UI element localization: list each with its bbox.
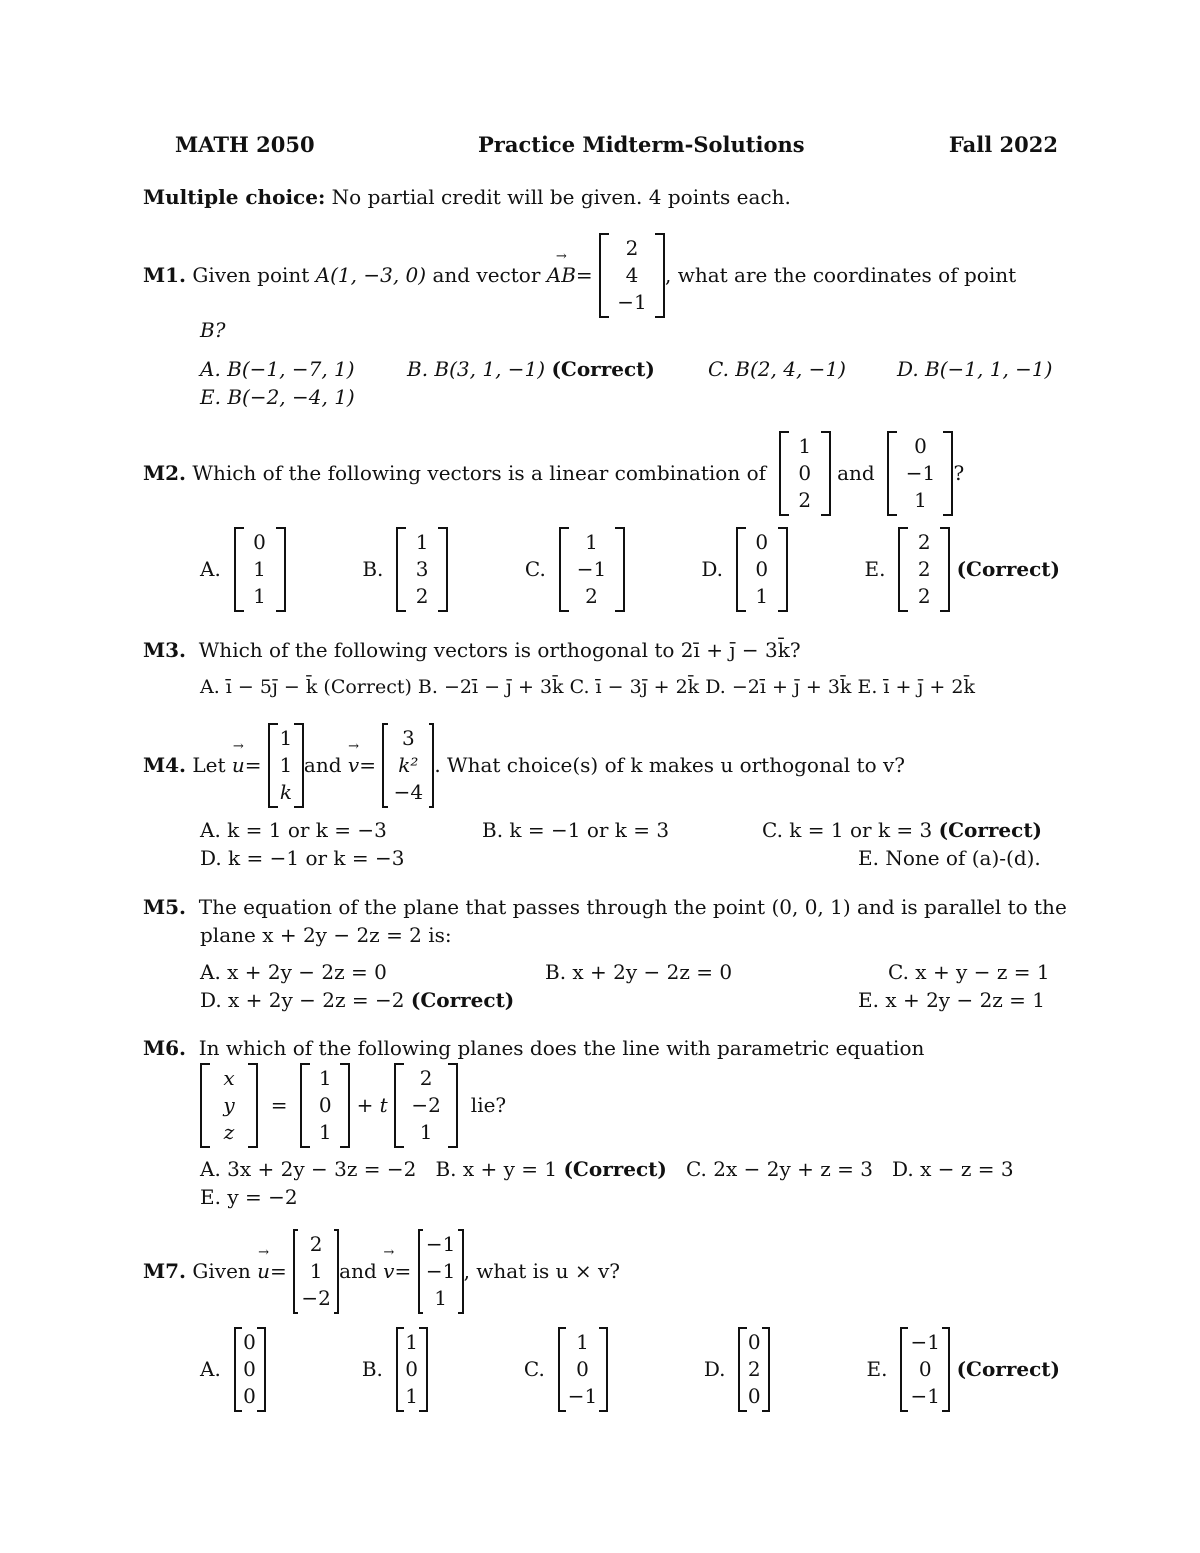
option-a: A. 0 1 1	[200, 527, 286, 612]
matrix-v: −1 −1 1	[418, 1229, 464, 1314]
question-m7: M7. Given → u = 2 1 −2 and → v = −1 −1 1 , what is u × v?	[143, 1228, 620, 1314]
question-label: M1.	[143, 263, 187, 287]
question-text-cont: B?	[200, 318, 226, 342]
option-e: E. 2 2 2 (Correct)	[865, 527, 1060, 612]
question-mark: ?	[953, 461, 965, 485]
option-c: C. 1 −1 2	[525, 527, 625, 612]
option-d: D. B(−1, 1, −1)	[897, 357, 1053, 381]
option-d: D. x + 2y − 2z = −2 (Correct)	[200, 988, 515, 1012]
question-text: The equation of the plane that passes through the point (0, 0, 1) and is parallel to the	[198, 895, 1067, 919]
option-d: D. 0 2 0	[704, 1327, 770, 1412]
vector-ab: → AB	[547, 263, 576, 287]
option-c: C. 1 0 −1	[524, 1327, 608, 1412]
vector-v: → v	[348, 753, 359, 777]
vector-1: 1 0 2	[779, 431, 831, 516]
option-a: A. k = 1 or k = −3	[200, 818, 387, 842]
vector-2: 0 −1 1	[887, 431, 953, 516]
option-b: B. 1 0 1	[362, 1327, 428, 1412]
option-e: E. −1 0 −1 (Correct)	[867, 1327, 1060, 1412]
question-text: Which of the following vectors is a linear combination of	[192, 461, 767, 485]
question-m3	[143, 638, 801, 662]
option-a: A. 3x + 2y − 3z = −2	[200, 1157, 417, 1181]
question-label: M5.	[143, 895, 187, 919]
question-text: In which of the following planes does the line with parametric equation	[198, 1036, 925, 1060]
option-c: C. x + y − z = 1	[888, 960, 1050, 984]
question-text: Given point	[192, 263, 310, 287]
option-a: A. x + 2y − 2z = 0	[200, 960, 387, 984]
option-a: A. B(−1, −7, 1)	[200, 357, 355, 381]
instructions	[143, 185, 791, 209]
option-c: C. B(2, 4, −1)	[708, 357, 846, 381]
matrix-ab: 2 4 −1	[599, 233, 665, 318]
question-text: Which of the following vectors is orthogonal to 2ī + j̄ − 3k̄?	[198, 638, 801, 662]
question-m2	[143, 430, 964, 516]
question-m5	[143, 895, 1067, 919]
instructions-text: No partial credit will be given. 4 points each.	[325, 185, 791, 209]
matrix-v: 3 k² −4	[382, 723, 434, 808]
question-text: and vector	[432, 263, 541, 287]
and-text: and	[837, 461, 875, 485]
equals: =	[575, 263, 593, 287]
point-a: A(1, −3, 0)	[315, 263, 427, 287]
option-b: B. x + 2y − 2z = 0	[545, 960, 733, 984]
m2-options	[200, 526, 1060, 612]
matrix-point: 1 0 1	[300, 1063, 350, 1148]
option-d: D. x − z = 3	[892, 1157, 1014, 1181]
option-b: B. B(3, 1, −1) (Correct)	[407, 357, 655, 381]
option-a: A. 0 0 0	[200, 1327, 266, 1412]
question-label: M2.	[143, 461, 187, 485]
m3-options: A. ī − 5j̄ − k̄ (Correct) B. −2ī − j̄ + 3k̄ C. ī − 3j̄ + 2k̄ D. −2ī + j̄ + 3k̄ E. ī + j̄ + 2k̄	[200, 676, 975, 698]
instructions-label: Multiple choice:	[143, 185, 326, 209]
option-d: D. k = −1 or k = −3	[200, 846, 405, 870]
question-text: , what is u × v?	[463, 1259, 620, 1283]
option-e: E. x + 2y − 2z = 1	[858, 988, 1046, 1012]
question-text: , what are the coordinates of point	[665, 263, 1017, 287]
matrix-u: 2 1 −2	[293, 1229, 339, 1314]
question-label: M6.	[143, 1036, 187, 1060]
parametric-equation: x y z = 1 0 1 + t 2 −2 1 lie?	[200, 1062, 506, 1148]
option-c: C. k = 1 or k = 3 (Correct)	[762, 818, 1043, 842]
question-label: M7.	[143, 1259, 187, 1283]
option-b: B. x + y = 1 (Correct)	[435, 1157, 667, 1181]
matrix-direction: 2 −2 1	[394, 1063, 458, 1148]
question-m6	[143, 1036, 924, 1060]
m7-options	[200, 1326, 1060, 1412]
option-d: D. 0 0 1	[701, 527, 787, 612]
question-label: M3.	[143, 638, 187, 662]
matrix-xyz: x y z	[200, 1063, 258, 1148]
option-b: B. 1 3 2	[362, 527, 448, 612]
course-code: MATH 2050	[175, 132, 315, 157]
question-m4: M4. Let → u = 1 1 k and → v = 3 k² −4 . What choice(s) of k makes u orthogonal to v?	[143, 722, 905, 808]
question-text-cont: plane x + 2y − 2z = 2 is:	[200, 923, 452, 947]
vector-u: → u	[232, 753, 245, 777]
question-text: . What choice(s) of k makes u orthogonal to v?	[434, 753, 905, 777]
option-e: E. None of (a)-(d).	[858, 846, 1041, 870]
option-c: C. 2x − 2y + z = 3	[685, 1157, 873, 1181]
option-e: E. B(−2, −4, 1)	[200, 385, 355, 409]
matrix-u: 1 1 k	[268, 723, 304, 808]
option-e: E. y = −2	[200, 1185, 298, 1209]
term: Fall 2022	[948, 132, 1058, 157]
question-m1	[143, 232, 1016, 318]
question-label: M4.	[143, 753, 187, 777]
page-title: Practice Midterm-Solutions	[478, 132, 805, 157]
option-b: B. k = −1 or k = 3	[482, 818, 670, 842]
m6-options	[200, 1157, 1014, 1181]
